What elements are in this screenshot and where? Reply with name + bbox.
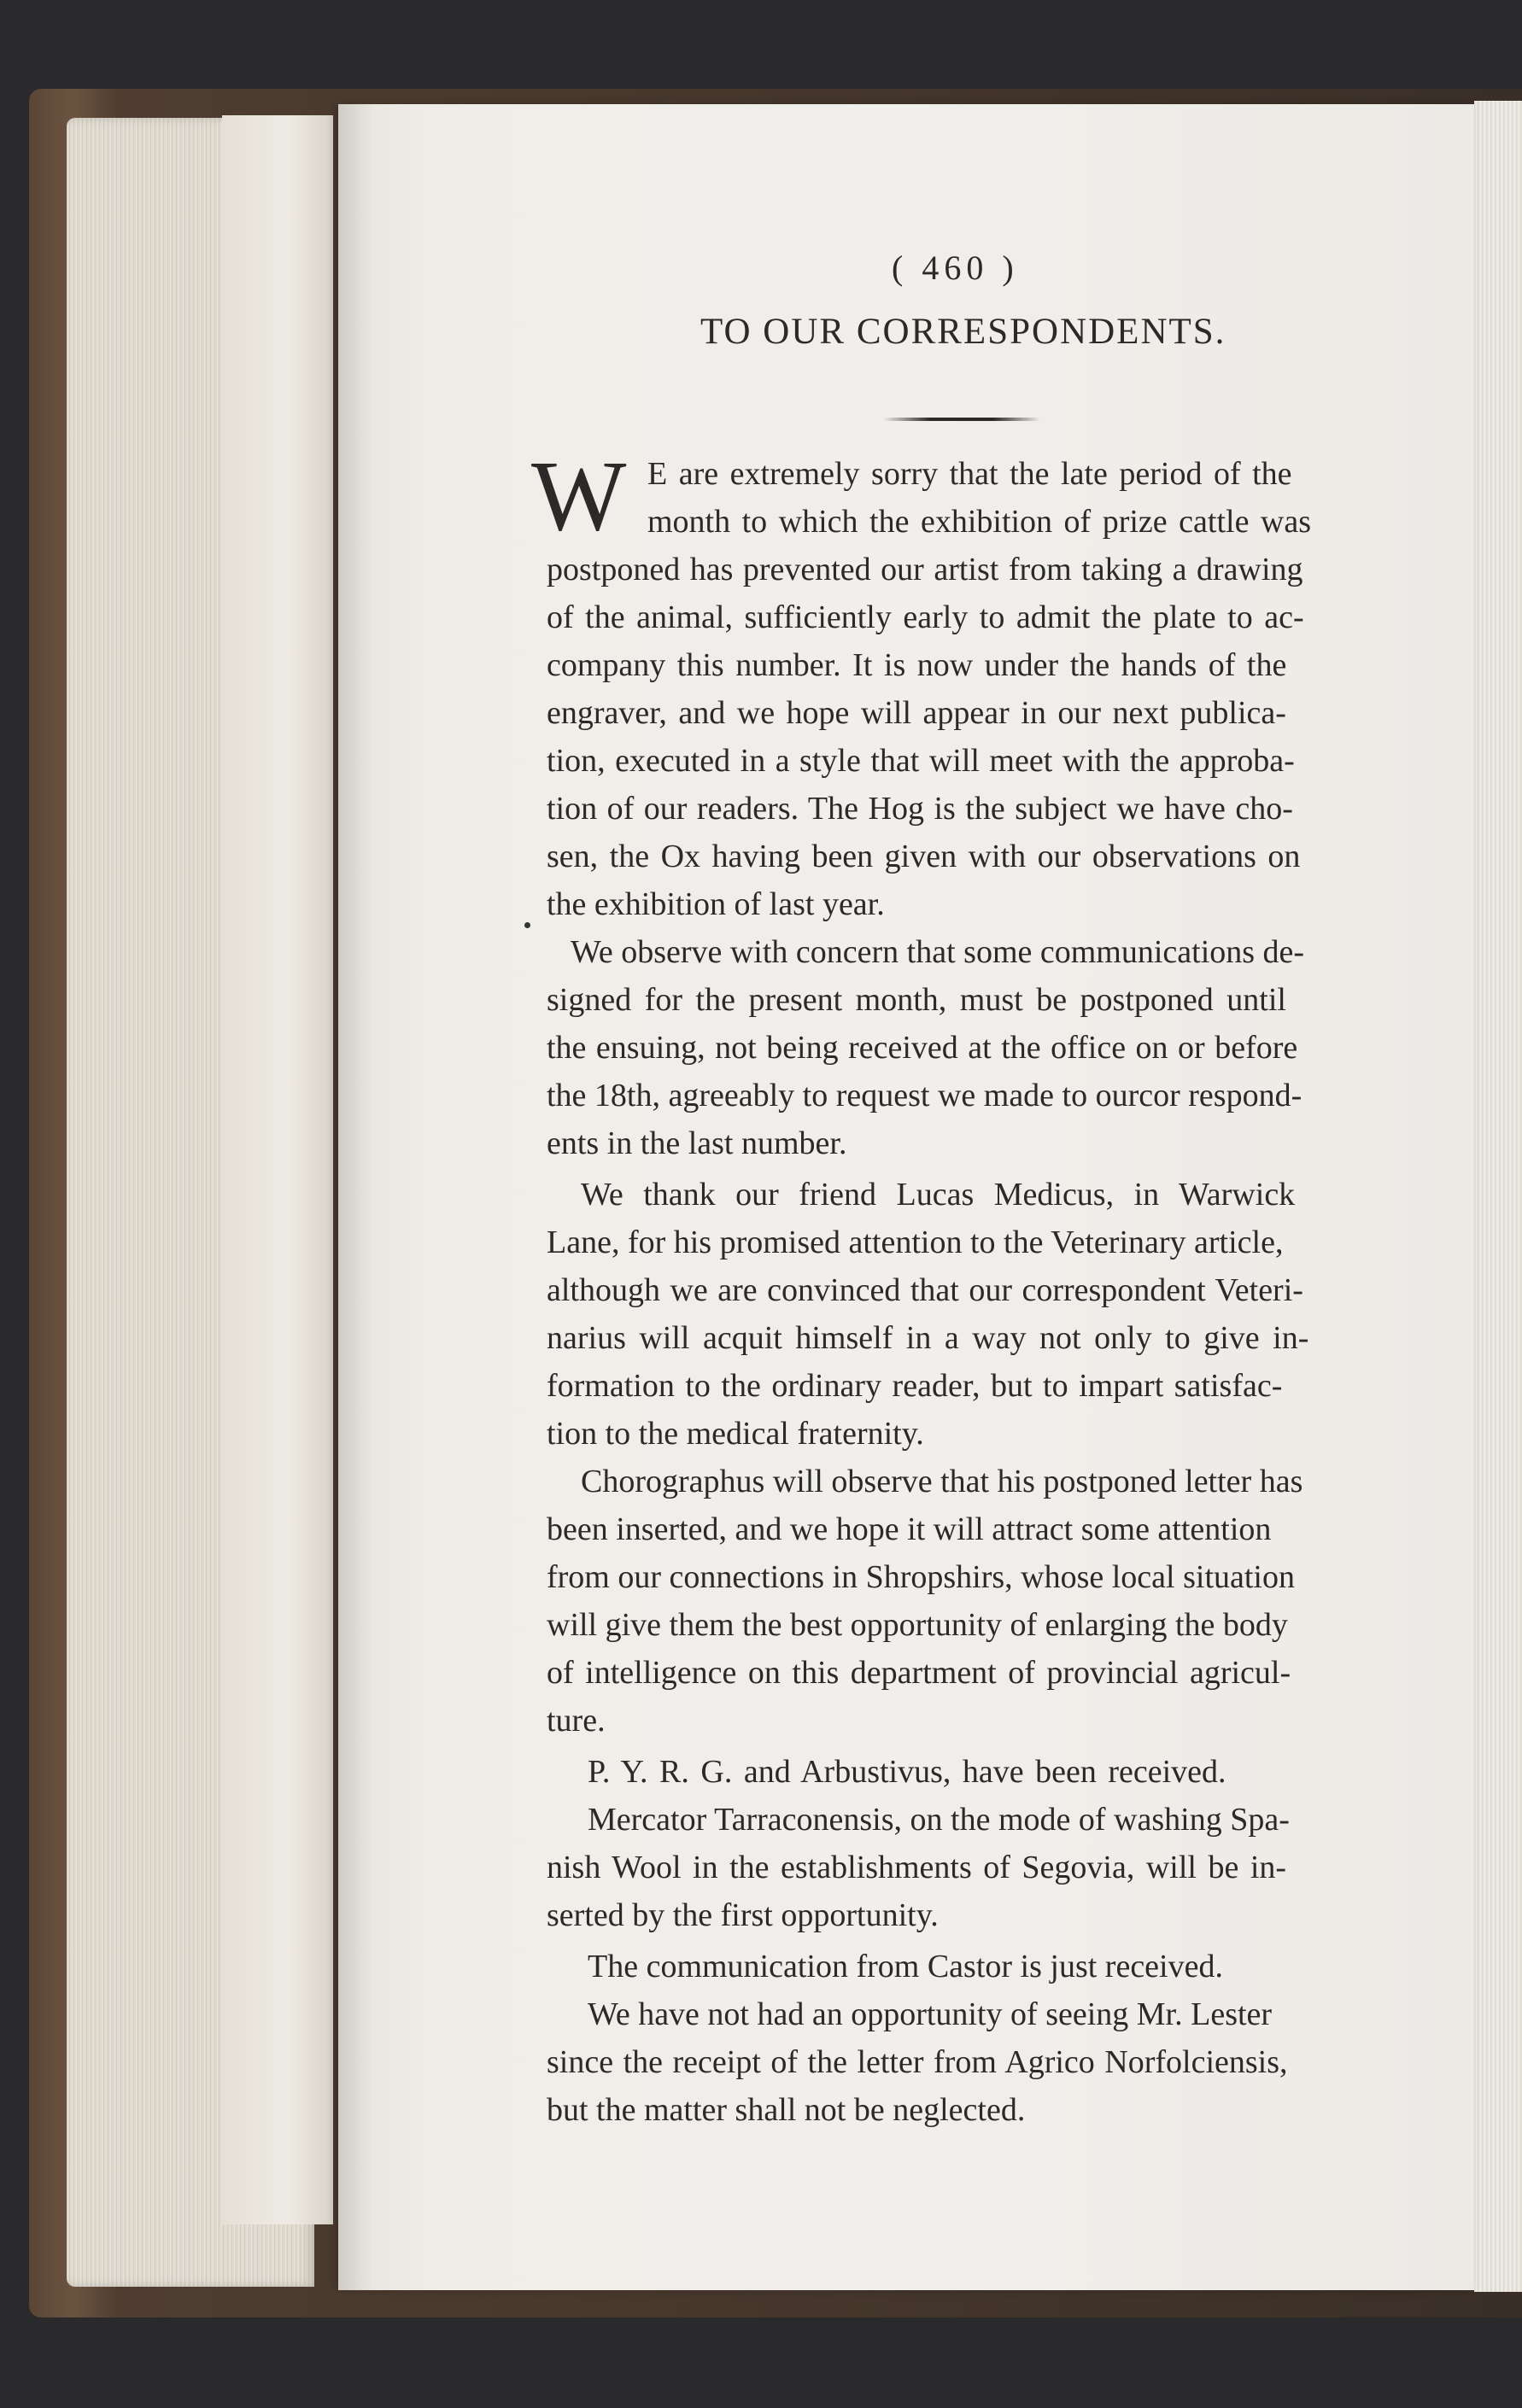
text-line: signed for the present month, must be postponed until: [547, 982, 1286, 1018]
text-line: formation to the ordinary reader, but to impart satisfac-: [547, 1368, 1283, 1404]
text-line: of the animal, sufficiently early to admit the plate to ac-: [547, 599, 1304, 635]
text-line: We thank our friend Lucas Medicus, in Warwick: [581, 1177, 1296, 1213]
ink-speck: [524, 922, 530, 928]
page-gutter-shadow: [338, 104, 372, 2290]
text-line: sen, the Ox having been given with our observations on: [547, 839, 1301, 874]
text-line: tion, executed in a style that will meet with the approba-: [547, 743, 1295, 779]
text-line: from our connections in Shropshirs, whose local situation: [547, 1559, 1295, 1595]
text-line: Chorographus will observe that his postponed letter has: [581, 1464, 1303, 1499]
text-line: engraver, and we hope will appear in our next publica-: [547, 695, 1286, 731]
page-title: TO OUR CORRESPONDENTS.: [700, 312, 1226, 352]
title-rule: [883, 418, 1040, 421]
text-line: of intelligence on this department of provincial agricul-: [547, 1655, 1291, 1691]
text-line: Mercator Tarraconensis, on the mode of washing Spa-: [588, 1802, 1290, 1838]
text-line: narius will acquit himself in a way not only to give in-: [547, 1320, 1309, 1356]
text-line: E are extremely sorry that the late period of the: [647, 456, 1292, 492]
text-line: nish Wool in the establishments of Segovia, will be in-: [547, 1850, 1287, 1885]
right-page-edges: [1474, 101, 1522, 2292]
text-line: We observe with concern that some communications de-: [571, 934, 1305, 970]
text-line: company this number. It is now under the hands of the: [547, 647, 1287, 683]
text-line: tion to the medical fraternity.: [547, 1416, 924, 1452]
left-page-edge: [222, 115, 333, 2224]
text-line: the ensuing, not being received at the office on or before: [547, 1030, 1298, 1066]
text-line: serted by the first opportunity.: [547, 1897, 939, 1933]
text-line: been inserted, and we hope it will attract some attention: [547, 1511, 1272, 1547]
text-line: the exhibition of last year.: [547, 886, 885, 922]
text-line: ture.: [547, 1703, 606, 1739]
text-line: the 18th, agreeably to request we made to ourcor respond-: [547, 1078, 1302, 1113]
text-line: month to which the exhibition of prize cattle was: [647, 504, 1312, 540]
text-line: P. Y. R. G. and Arbustivus, have been received.: [588, 1754, 1226, 1790]
text-line: although we are convinced that our correspondent Veteri-: [547, 1272, 1303, 1308]
text-line: The communication from Castor is just received.: [588, 1949, 1223, 1984]
text-line: but the matter shall not be neglected.: [547, 2092, 1026, 2128]
drop-cap: W: [531, 440, 627, 552]
text-line: since the receipt of the letter from Agrico Norfolciensis,: [547, 2044, 1288, 2080]
text-line: postponed has prevented our artist from taking a drawing: [547, 552, 1303, 587]
page-number: ( 460 ): [892, 248, 1019, 287]
text-line: Lane, for his promised attention to the Veterinary article,: [547, 1224, 1284, 1260]
text-line: ents in the last number.: [547, 1125, 847, 1161]
text-line: We have not had an opportunity of seeing Mr. Lester: [588, 1996, 1273, 2032]
text-line: will give them the best opportunity of enlarging the body: [547, 1607, 1288, 1643]
text-line: tion of our readers. The Hog is the subject we have cho-: [547, 791, 1293, 827]
